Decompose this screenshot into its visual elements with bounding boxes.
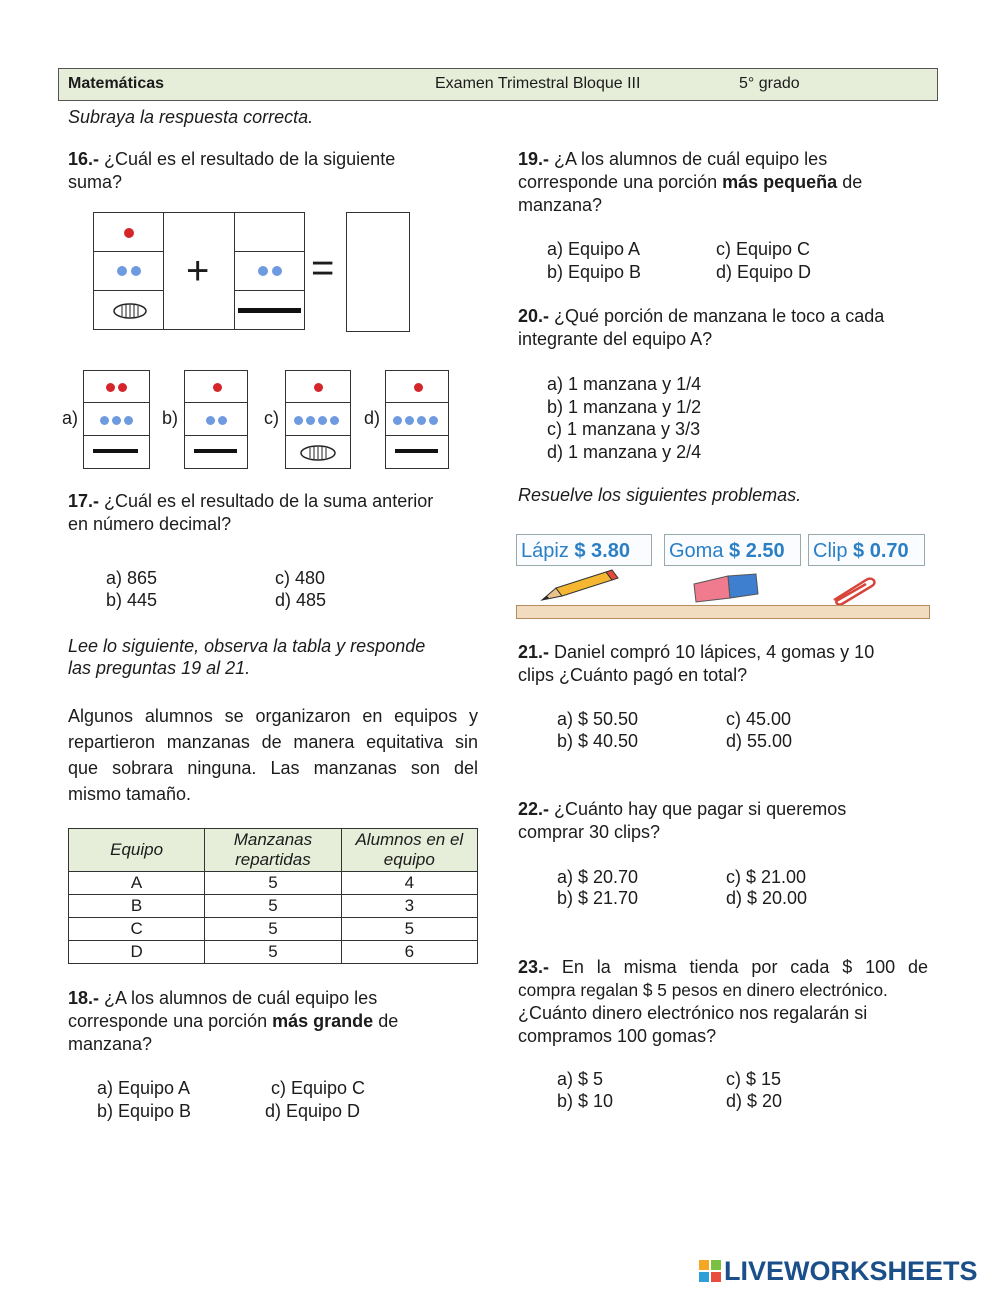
q20-option-b[interactable]: b) 1 manzana y 1/2 — [547, 397, 702, 417]
cell — [385, 370, 449, 403]
blue-dot — [318, 416, 327, 425]
q16-text-2: suma? — [68, 172, 123, 192]
eraser-icon — [690, 570, 762, 604]
pencil-label: Lápiz — [521, 540, 569, 562]
q18-option-a[interactable]: a) Equipo A — [97, 1078, 191, 1098]
red-dot — [213, 383, 222, 392]
question-19 — [518, 148, 938, 217]
blue-dot — [330, 416, 339, 425]
price-tag-clip — [808, 534, 925, 566]
q17-text-1: ¿Cuál es el resultado de la suma anterior — [99, 491, 434, 511]
q20-number: 20.- — [518, 306, 550, 326]
table-cell: 5 — [205, 941, 341, 964]
q19-text-2a: corresponde una porción — [518, 172, 723, 192]
table-cell: B — [69, 895, 205, 918]
table-row — [69, 918, 478, 941]
question-23 — [518, 956, 928, 1048]
q17-option-d[interactable]: d) 485 — [275, 590, 327, 610]
table-cell: 5 — [205, 872, 341, 895]
q22-text-1: ¿Cuánto hay que pagar si queremos — [549, 799, 847, 819]
header-equipo: Equipo — [69, 829, 205, 872]
cell — [184, 435, 248, 469]
q18-text-2b: de — [373, 1011, 399, 1031]
cell — [83, 435, 150, 469]
q21-option-c[interactable]: c) 45.00 — [726, 709, 792, 729]
red-dot — [314, 383, 323, 392]
exam-title: Examen Trimestral Bloque III — [435, 75, 641, 92]
q21-number: 21.- — [518, 642, 550, 662]
q19-bold: más pequeña — [722, 172, 838, 192]
q19-option-b[interactable]: b) Equipo B — [547, 262, 642, 282]
q22-option-c[interactable]: c) $ 21.00 — [726, 867, 807, 887]
q23-number: 23.- — [518, 957, 550, 977]
q18-option-d[interactable]: d) Equipo D — [265, 1101, 361, 1121]
q22-option-b[interactable]: b) $ 21.70 — [557, 888, 639, 908]
story-line-1: Algunos alumnos se organizaron en equipos y — [68, 706, 478, 726]
pill-icon — [112, 301, 148, 321]
red-dot — [124, 228, 134, 238]
red-dot — [106, 383, 115, 392]
eraser-price: $ 2.50 — [729, 540, 785, 562]
q16-text-1: ¿Cuál es el resultado de la siguiente — [99, 149, 396, 169]
red-dot — [414, 383, 423, 392]
q18-text-3: manzana? — [68, 1034, 153, 1054]
q21-text-1: Daniel compró 10 lápices, 4 gomas y 10 — [549, 642, 875, 662]
q19-option-a[interactable]: a) Equipo A — [547, 239, 641, 259]
price-tag-pencil — [516, 534, 652, 566]
q21-text-2: clips ¿Cuánto pagó en total? — [518, 665, 748, 685]
q17-number: 17.- — [68, 491, 100, 511]
blue-dot — [393, 416, 402, 425]
blue-dot — [294, 416, 303, 425]
q19-number: 19.- — [518, 149, 550, 169]
blue-dot — [306, 416, 315, 425]
story-line-2: repartieron manzanas de manera equitativa sin — [68, 732, 478, 752]
exam-header — [58, 68, 938, 101]
question-17 — [68, 490, 488, 536]
q18-option-b[interactable]: b) Equipo B — [97, 1101, 192, 1121]
blue-dot — [272, 266, 282, 276]
blue-dot — [429, 416, 438, 425]
table-cell: 6 — [341, 941, 477, 964]
cell — [93, 212, 164, 252]
q23-option-b[interactable]: b) $ 10 — [557, 1091, 614, 1111]
blue-dot — [206, 416, 215, 425]
logo-icon — [698, 1259, 722, 1283]
reading-line-1: Lee lo siguiente, observa la tabla y responde — [68, 636, 426, 656]
q20-option-d[interactable]: d) 1 manzana y 2/4 — [547, 442, 702, 462]
story-line-4: mismo tamaño. — [68, 784, 192, 804]
question-21 — [518, 641, 938, 687]
subject-label: Matemáticas — [68, 75, 165, 92]
table-cell: 5 — [205, 895, 341, 918]
black-bar — [395, 449, 438, 453]
q20-option-a[interactable]: a) 1 manzana y 1/4 — [547, 374, 702, 394]
shelf — [516, 605, 930, 619]
black-bar — [238, 308, 301, 313]
logo-text: LIVEWORKSHEETS — [724, 1256, 978, 1286]
blue-dot — [131, 266, 141, 276]
blue-dot — [112, 416, 121, 425]
cell — [184, 370, 248, 403]
paperclip-icon — [826, 572, 880, 606]
q20-text-2: integrante del equipo A? — [518, 329, 713, 349]
table-cell: 5 — [205, 918, 341, 941]
q20-option-c[interactable]: c) 1 manzana y 3/3 — [547, 419, 701, 439]
pencil-icon — [538, 568, 622, 604]
blue-dot — [124, 416, 133, 425]
table-row — [69, 941, 478, 964]
q17-option-b[interactable]: b) 445 — [106, 590, 158, 610]
pill-icon — [299, 443, 337, 463]
cell — [184, 402, 248, 436]
q19-option-d[interactable]: d) Equipo D — [716, 262, 812, 282]
q22-number: 22.- — [518, 799, 550, 819]
liveworksheets-logo — [698, 1256, 994, 1286]
fraction-sum-figure — [93, 212, 413, 334]
cell — [385, 435, 449, 469]
cell — [285, 402, 351, 436]
story-text — [68, 703, 478, 807]
blue-dot — [117, 266, 127, 276]
cell — [285, 435, 351, 469]
q23-text-4: compramos 100 gomas? — [518, 1026, 717, 1046]
q16-number: 16.- — [68, 149, 100, 169]
answer-box[interactable] — [346, 212, 410, 332]
question-20 — [518, 305, 938, 351]
black-bar — [194, 449, 237, 453]
table-cell: D — [69, 941, 205, 964]
table-header-row — [69, 829, 478, 872]
q21-option-a[interactable]: a) $ 50.50 — [557, 709, 639, 729]
cell — [385, 402, 449, 436]
blue-dot — [100, 416, 109, 425]
equals-sign: = — [311, 246, 335, 290]
q22-option-d[interactable]: d) $ 20.00 — [726, 888, 808, 908]
table-cell: C — [69, 918, 205, 941]
cell — [93, 251, 164, 291]
q19-option-c[interactable]: c) Equipo C — [716, 239, 811, 259]
cell — [83, 402, 150, 436]
q18-text-1: ¿A los alumnos de cuál equipo les — [99, 988, 378, 1008]
pencil-price: $ 3.80 — [574, 540, 630, 562]
grade-label: 5° grado — [739, 75, 800, 92]
problems-instruction: Resuelve los siguientes problemas. — [518, 485, 802, 505]
clip-price: $ 0.70 — [853, 540, 909, 562]
table-row — [69, 872, 478, 895]
header-alumnos: Alumnos en el equipo — [341, 829, 477, 872]
q22-option-a[interactable]: a) $ 20.70 — [557, 867, 639, 887]
blue-dot — [218, 416, 227, 425]
q19-text-2b: de — [837, 172, 863, 192]
blue-dot — [417, 416, 426, 425]
cell — [234, 251, 305, 291]
plus-sign: + — [186, 249, 210, 293]
q18-bold: más grande — [272, 1011, 374, 1031]
q18-number: 18.- — [68, 988, 100, 1008]
red-dot — [118, 383, 127, 392]
table-cell: 4 — [341, 872, 477, 895]
table-cell: A — [69, 872, 205, 895]
q23-text-1: En la misma tienda por cada $ 100 de — [549, 957, 928, 977]
clip-label: Clip — [813, 540, 848, 562]
cell — [234, 290, 305, 330]
option-b-label[interactable]: b) — [162, 408, 179, 428]
q18-option-c[interactable]: c) Equipo C — [271, 1078, 366, 1098]
eraser-label: Goma — [669, 540, 724, 562]
cell — [93, 290, 164, 330]
reading-line-2: las preguntas 19 al 21. — [68, 658, 251, 678]
q23-text-3: ¿Cuánto dinero electrónico nos regalarán si — [518, 1003, 868, 1023]
q22-text-2: comprar 30 clips? — [518, 822, 661, 842]
question-22 — [518, 798, 938, 844]
q18-text-2a: corresponde una porción — [68, 1011, 273, 1031]
instruction: Subraya la respuesta correcta. — [68, 107, 314, 127]
q21-option-d[interactable]: d) 55.00 — [726, 731, 793, 751]
q19-text-1: ¿A los alumnos de cuál equipo les — [549, 149, 828, 169]
q23-option-d[interactable]: d) $ 20 — [726, 1091, 783, 1111]
option-a-label[interactable]: a) — [62, 408, 79, 428]
story-line-3: que sobrara ninguna. Las manzanas son del — [68, 758, 478, 778]
q21-option-b[interactable]: b) $ 40.50 — [557, 731, 639, 751]
option-d-label[interactable]: d) — [364, 408, 381, 428]
plus-cell — [163, 212, 235, 330]
blue-dot — [258, 266, 268, 276]
cell — [285, 370, 351, 403]
table-cell: 5 — [341, 918, 477, 941]
q17-option-a[interactable]: a) 865 — [106, 568, 158, 588]
header-manzanas: Manzanas repartidas — [205, 829, 341, 872]
table-row — [69, 895, 478, 918]
question-18 — [68, 987, 488, 1056]
cell — [234, 212, 305, 252]
q16-options — [62, 370, 462, 470]
reading-instruction — [68, 635, 488, 679]
q23-option-a[interactable]: a) $ 5 — [557, 1069, 604, 1089]
table-cell: 3 — [341, 895, 477, 918]
q23-option-c[interactable]: c) $ 15 — [726, 1069, 782, 1089]
cell — [83, 370, 150, 403]
q23-text-2: compra regalan $ 5 pesos en dinero electrónico. — [518, 980, 888, 1000]
q17-text-2: en número decimal? — [68, 514, 232, 534]
black-bar — [93, 449, 138, 453]
q19-text-3: manzana? — [518, 195, 603, 215]
q17-option-c[interactable]: c) 480 — [275, 568, 326, 588]
option-c-label[interactable]: c) — [264, 408, 279, 428]
q20-text-1: ¿Qué porción de manzana le toco a cada — [549, 306, 885, 326]
price-tag-eraser — [664, 534, 801, 566]
question-16 — [68, 148, 488, 194]
blue-dot — [405, 416, 414, 425]
apples-table — [68, 828, 478, 964]
